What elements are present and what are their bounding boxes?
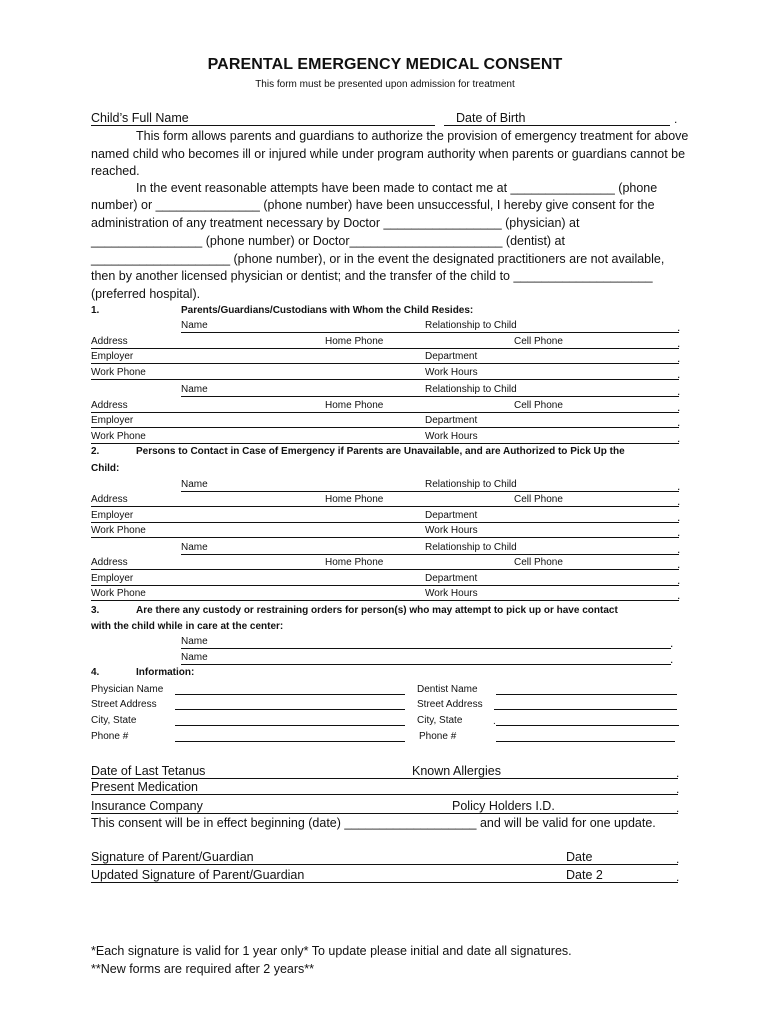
address-label: Address — [91, 557, 128, 568]
new-forms-note: **New forms are required after 2 years** — [91, 962, 315, 976]
relationship-label: Relationship to Child — [425, 384, 517, 395]
custody-name-field[interactable] — [181, 648, 671, 649]
signature-label: Signature of Parent/Guardian — [91, 850, 254, 864]
line-end-dot: . — [677, 510, 681, 524]
updated-signature-label: Updated Signature of Parent/Guardian — [91, 868, 305, 882]
consent-line-7: (preferred hospital). — [91, 287, 201, 301]
allergies-label: Known Allergies — [412, 764, 501, 778]
line-end-dot: . — [677, 384, 681, 398]
line-end-dot: . — [677, 479, 681, 493]
name-label: Name — [181, 320, 208, 331]
consent-line-5: ____________________ (phone number), or in the event the designated practitioners are not available, — [91, 252, 665, 266]
physician-name-field[interactable] — [175, 694, 405, 695]
physician-name-label: Physician Name — [91, 684, 164, 695]
work-hours-label: Work Hours — [425, 367, 478, 378]
work-phone-label: Work Phone — [91, 431, 146, 442]
cell-phone-label: Cell Phone — [514, 336, 563, 347]
dentist-phone-field[interactable] — [496, 741, 675, 742]
name-field[interactable] — [181, 491, 679, 492]
signature-validity-note: *Each signature is valid for 1 year only* To update please initial and date all signatures. — [91, 944, 572, 958]
child-full-name-field[interactable] — [91, 125, 435, 126]
name-field[interactable] — [181, 332, 679, 333]
work-hours-label: Work Hours — [425, 588, 478, 599]
home-phone-label: Home Phone — [325, 336, 384, 347]
line-end-dot: . — [676, 852, 680, 866]
employer-label: Employer — [91, 510, 134, 521]
custody-name-label: Name — [181, 636, 208, 647]
section-2-title: Persons to Contact in Case of Emergency if Parents are Unavailable, and are Authorized to Pick Up the — [136, 446, 625, 457]
line-end-dot: . — [676, 870, 680, 884]
home-phone-label: Home Phone — [325, 557, 384, 568]
section-2-title-cont: Child: — [91, 463, 120, 474]
address-label: Address — [91, 336, 128, 347]
custody-name-label: Name — [181, 652, 208, 663]
physician-phone-label: Phone # — [91, 731, 129, 742]
consent-line-6: then by another licensed physician or dentist; and the transfer of the child to ____________________ — [91, 269, 653, 283]
physician-address-field[interactable] — [175, 709, 405, 710]
line-end-dot: . — [677, 542, 681, 556]
dentist-phone-label: Phone # — [419, 731, 457, 742]
section-3-title-cont: with the child while in care at the center: — [91, 621, 284, 632]
cell-phone-label: Cell Phone — [514, 400, 563, 411]
line-end-dot: . — [676, 766, 680, 780]
section-3-title: Are there any custody or restraining orders for person(s) who may attempt to pick up or have contact — [136, 605, 618, 616]
department-label: Department — [425, 351, 478, 362]
consent-line-3: administration of any treatment necessary by Doctor _________________ (physician) at — [91, 216, 580, 230]
section-4-number: 4. — [91, 667, 100, 678]
form-title: PARENTAL EMERGENCY MEDICAL CONSENT — [207, 56, 563, 73]
date-of-birth-field[interactable] — [444, 125, 670, 126]
address-label: Address — [91, 494, 128, 505]
line-end-dot: . — [677, 588, 681, 602]
name-field[interactable] — [181, 554, 679, 555]
physician-city-field[interactable] — [175, 725, 405, 726]
consent-line-2: number) or _______________ (phone number) have been unsuccessful, I hereby give consent for the — [91, 198, 655, 212]
work-phone-label: Work Phone — [91, 367, 146, 378]
updated-signature-field[interactable] — [91, 882, 678, 883]
dentist-name-field[interactable] — [496, 694, 677, 695]
physician-phone-field[interactable] — [175, 741, 405, 742]
employer-field[interactable] — [91, 427, 679, 428]
line-end-dot: . — [676, 801, 680, 815]
relationship-label: Relationship to Child — [425, 479, 517, 490]
tetanus-label: Date of Last Tetanus — [91, 764, 206, 778]
line-end-dot: . — [674, 112, 678, 126]
address-field[interactable] — [91, 569, 679, 570]
dentist-address-label: Street Address — [417, 699, 483, 710]
section-4-title: Information: — [136, 667, 195, 678]
line-end-dot: . — [677, 351, 681, 365]
dentist-city-label: City, State — [417, 715, 463, 726]
line-end-dot: . — [677, 367, 681, 381]
insurance-field[interactable] — [91, 813, 678, 814]
employer-field[interactable] — [91, 363, 679, 364]
line-end-dot: . — [677, 415, 681, 429]
section-3-number: 3. — [91, 605, 100, 616]
cell-phone-label: Cell Phone — [514, 557, 563, 568]
work-phone-field[interactable] — [91, 537, 679, 538]
department-label: Department — [425, 510, 478, 521]
work-hours-label: Work Hours — [425, 431, 478, 442]
medication-field[interactable] — [91, 794, 678, 795]
insurance-label: Insurance Company — [91, 799, 203, 813]
signature-date-label: Date — [566, 850, 593, 864]
intro-paragraph: This form allows parents and guardians to authorize the provision of emergency treatment for above named child who becomes ill or injured while under program authority when parents or guardians cannot be reached. — [91, 129, 689, 179]
relationship-label: Relationship to Child — [425, 320, 517, 331]
line-end-dot: . — [677, 336, 681, 350]
address-field[interactable] — [91, 348, 679, 349]
employer-label: Employer — [91, 351, 134, 362]
medication-label: Present Medication — [91, 780, 199, 794]
physician-address-label: Street Address — [91, 699, 157, 710]
line-end-dot: . — [677, 320, 681, 334]
address-label: Address — [91, 400, 128, 411]
line-end-dot: . — [677, 557, 681, 571]
address-field[interactable] — [91, 506, 679, 507]
home-phone-label: Home Phone — [325, 494, 384, 505]
line-end-dot: . — [677, 431, 681, 445]
line-end-dot: . — [677, 573, 681, 587]
cell-phone-label: Cell Phone — [514, 494, 563, 505]
department-label: Department — [425, 415, 478, 426]
work-phone-field[interactable] — [91, 600, 679, 601]
consent-line-4: ________________ (phone number) or Doctor______________________ (dentist) at — [91, 234, 565, 248]
tetanus-allergies-field[interactable] — [91, 778, 678, 779]
work-hours-label: Work Hours — [425, 525, 478, 536]
dentist-city-field[interactable] — [496, 725, 679, 726]
name-label: Name — [181, 479, 208, 490]
line-end-dot: . — [677, 494, 681, 508]
relationship-label: Relationship to Child — [425, 542, 517, 553]
line-end-dot: . — [670, 652, 674, 666]
home-phone-label: Home Phone — [325, 400, 384, 411]
department-label: Department — [425, 573, 478, 584]
work-phone-label: Work Phone — [91, 588, 146, 599]
employer-field[interactable] — [91, 585, 679, 586]
child-full-name-label: Child’s Full Name — [91, 111, 189, 125]
line-end-dot: . — [677, 400, 681, 414]
policy-label: Policy Holders I.D. — [452, 799, 555, 813]
employer-label: Employer — [91, 573, 134, 584]
section-1-number: 1. — [91, 305, 100, 316]
section-1-title: Parents/Guardians/Custodians with Whom the Child Resides: — [181, 305, 474, 316]
work-phone-field[interactable] — [91, 379, 679, 380]
work-phone-label: Work Phone — [91, 525, 146, 536]
employer-field[interactable] — [91, 522, 679, 523]
updated-signature-date-label: Date 2 — [566, 868, 603, 882]
dentist-city-mark: . — [493, 716, 496, 727]
line-end-dot: . — [670, 636, 674, 650]
custody-name-field[interactable] — [181, 664, 671, 665]
employer-label: Employer — [91, 415, 134, 426]
name-field[interactable] — [181, 396, 679, 397]
name-label: Name — [181, 384, 208, 395]
work-phone-field[interactable] — [91, 443, 679, 444]
line-end-dot: . — [677, 525, 681, 539]
signature-field[interactable] — [91, 864, 678, 865]
line-end-dot: . — [676, 782, 680, 796]
dentist-name-label: Dentist Name — [417, 684, 478, 695]
section-2-number: 2. — [91, 446, 100, 457]
form-subtitle: This form must be presented upon admission for treatment — [255, 79, 515, 90]
physician-city-label: City, State — [91, 715, 137, 726]
name-label: Name — [181, 542, 208, 553]
consent-line-1: In the event reasonable attempts have been made to contact me at _______________ (phone — [136, 181, 658, 195]
dentist-address-field[interactable] — [494, 709, 677, 710]
date-of-birth-label: Date of Birth — [456, 111, 526, 125]
address-field[interactable] — [91, 412, 679, 413]
consent-date-line: This consent will be in effect beginning (date) ___________________ and will be valid for one update. — [91, 816, 656, 830]
